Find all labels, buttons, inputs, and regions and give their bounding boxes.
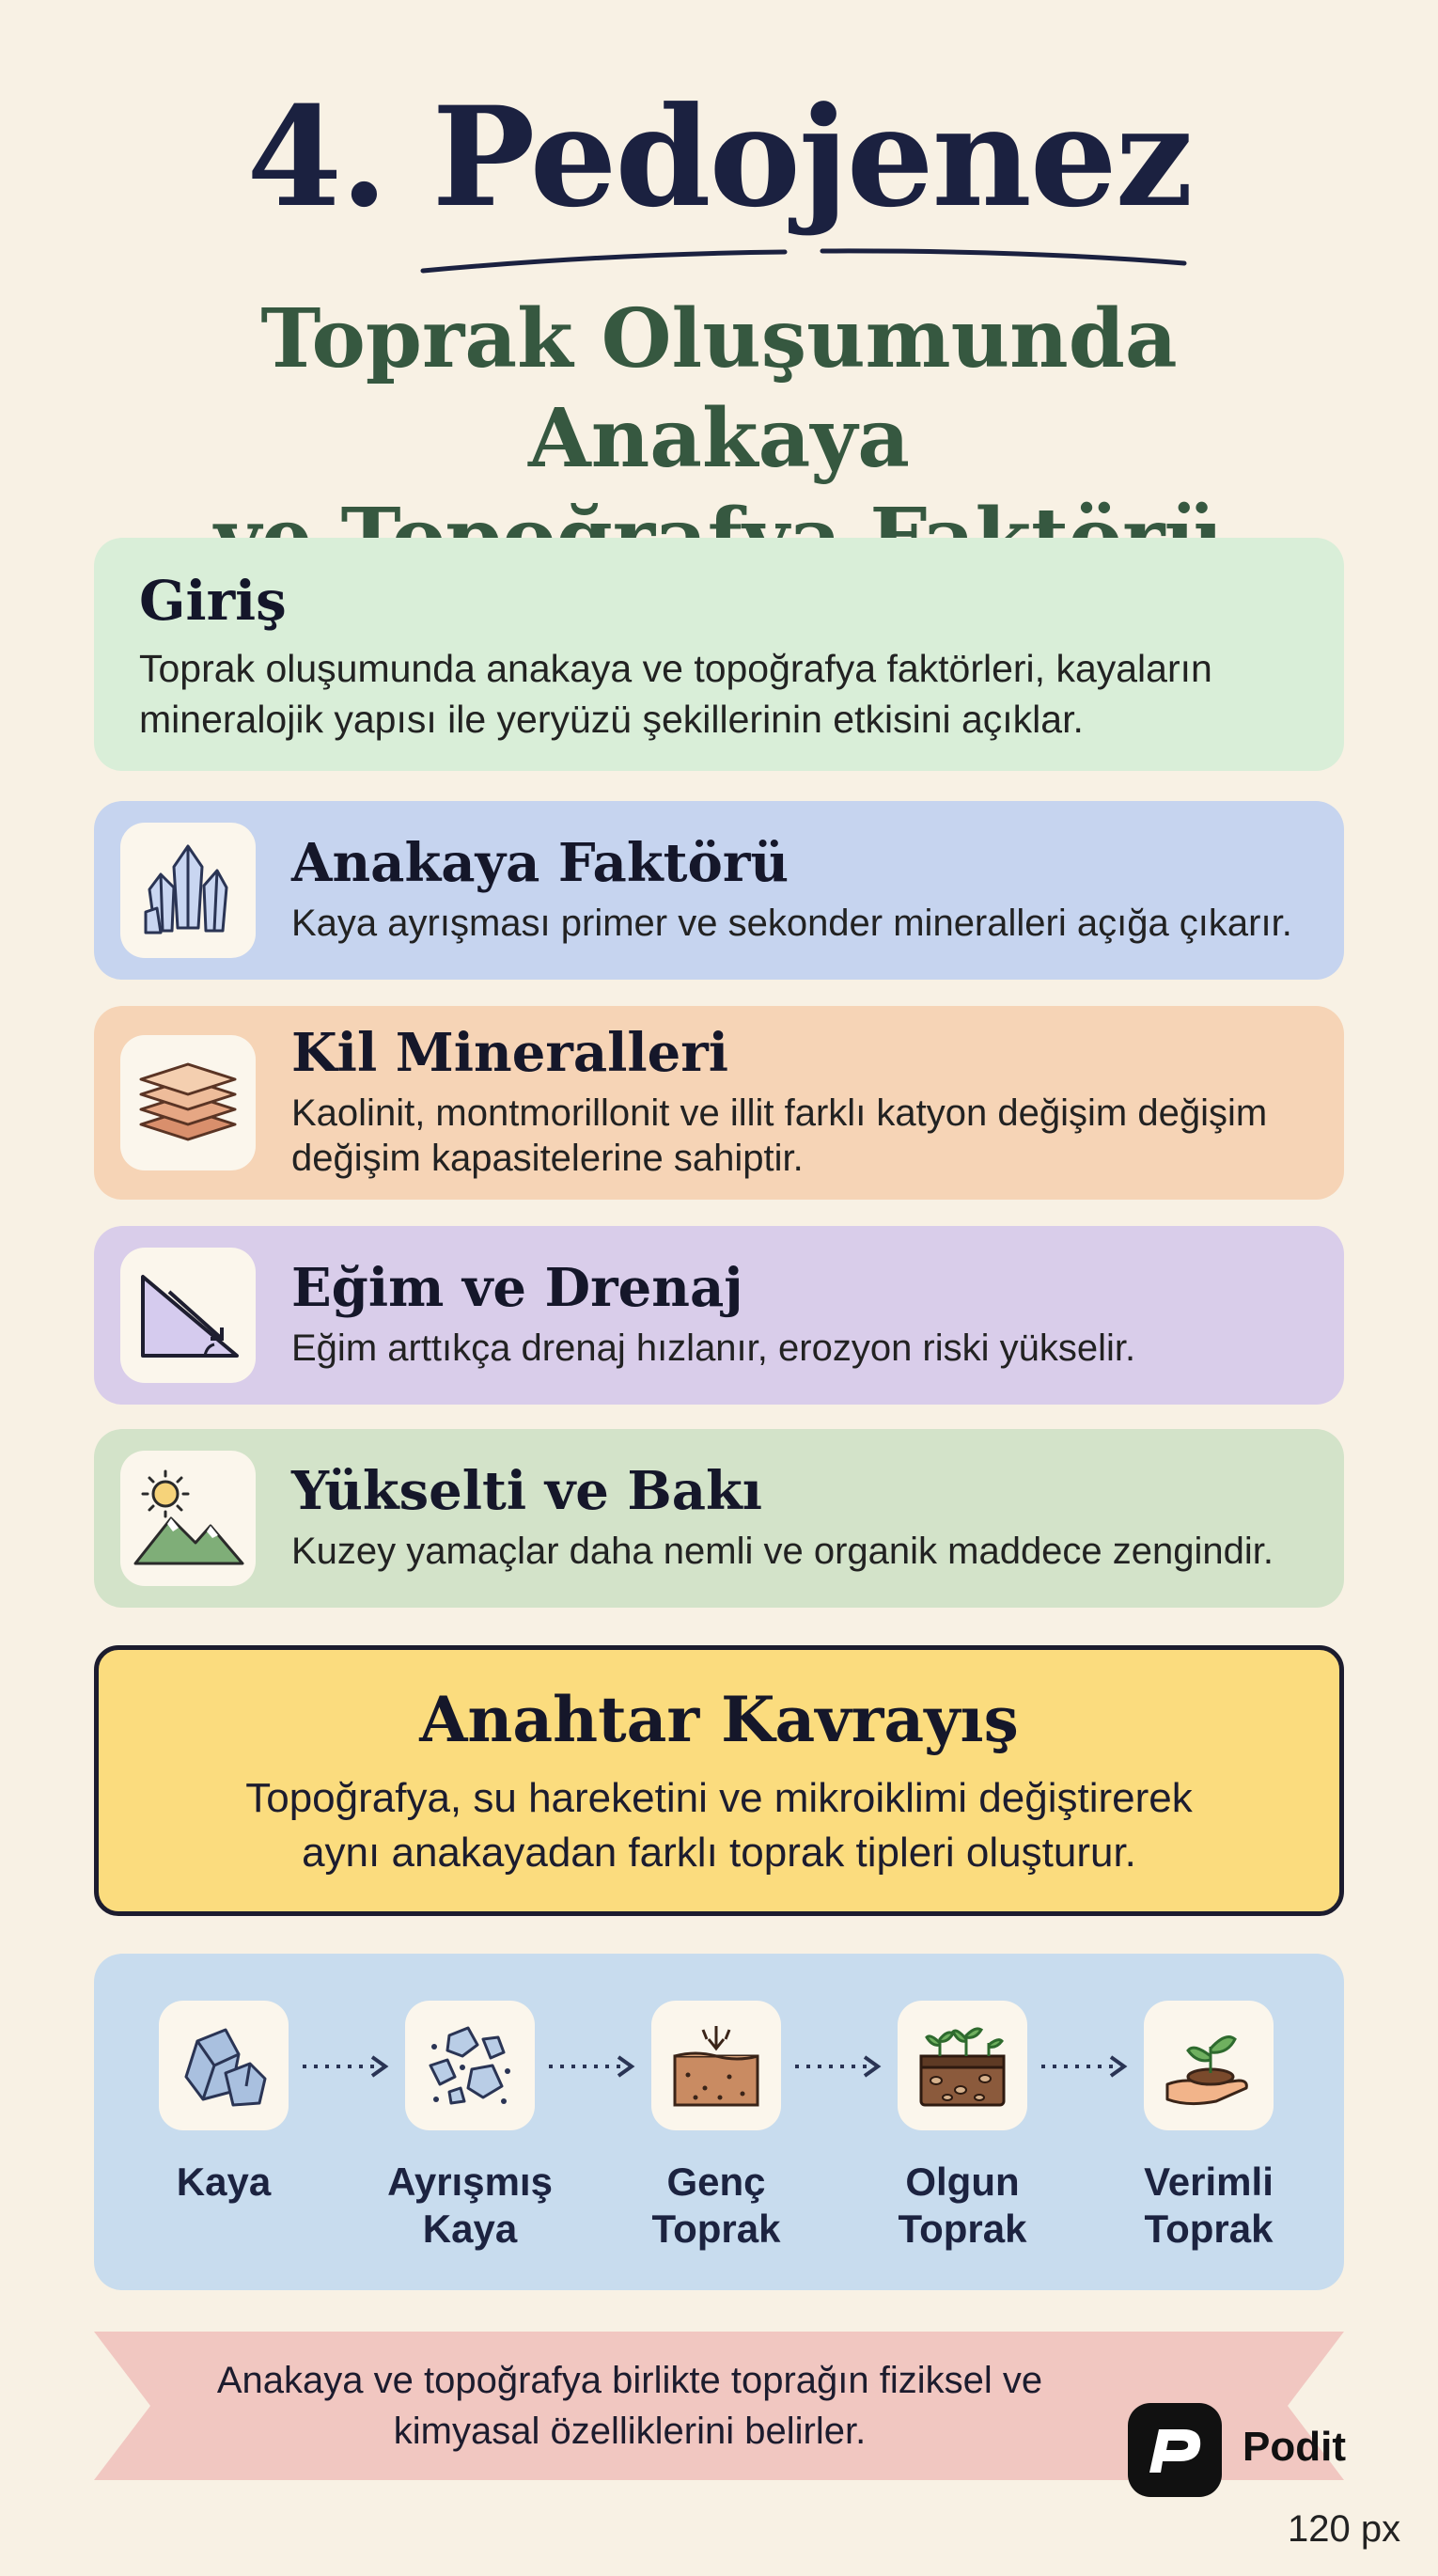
factor-text: Kuzey yamaçlar daha nemli ve organik maddece zengindir. — [291, 1530, 1274, 1572]
step-label-line-1: Verimli — [1144, 2160, 1274, 2204]
rock-icon — [159, 2001, 289, 2130]
clay-layers-icon — [120, 1035, 256, 1170]
fertile-soil-icon — [1144, 2001, 1274, 2130]
step-label-line-1: Kaya — [176, 2160, 272, 2204]
conclusion-line-2: kimyasal özelliklerini belirler. — [393, 2411, 867, 2452]
factor-text: Kaolinit, montmorillonit ve illit farklı katyon değişim değişim değişim kapasitelerine sahiptir. — [291, 1092, 1268, 1179]
factor-text: Kaya ayrışması primer ve sekonder mineralleri açığa çıkarır. — [291, 902, 1292, 944]
step-label-line-2: Toprak — [1144, 2207, 1274, 2251]
title-underline — [418, 243, 1189, 280]
conclusion-text — [141, 2355, 1118, 2457]
step-label-line-1: Ayrışmış — [387, 2160, 553, 2204]
process-step-olgun-toprak — [859, 2001, 1066, 2253]
mature-soil-icon — [898, 2001, 1027, 2130]
process-step-verimli-toprak — [1105, 2001, 1312, 2253]
factor-title: Eğim ve Drenaj — [291, 1257, 743, 1320]
podit-logo-icon — [1128, 2403, 1222, 2497]
slope-icon — [120, 1248, 256, 1383]
factor-card-anakaya — [94, 801, 1344, 980]
factor-card-egim — [94, 1226, 1344, 1405]
key-insight-text — [99, 1771, 1339, 1880]
process-step-ayrismis-kaya — [367, 2001, 573, 2253]
intro-heading: Giriş — [139, 569, 287, 633]
conclusion-line-1: Anakaya ve topoğrafya birlikte toprağın fiziksel ve — [216, 2360, 1043, 2401]
page-title: 4. Pedojenez — [246, 77, 1192, 238]
crystal-icon — [120, 823, 256, 958]
mountain-sun-icon — [120, 1451, 256, 1586]
process-step-label — [367, 2159, 573, 2253]
weathered-rock-icon — [405, 2001, 535, 2130]
factor-text: Eğim arttıkça drenaj hızlanır, erozyon riski yükselir. — [291, 1327, 1136, 1369]
soil-process-flow — [94, 1954, 1344, 2290]
factor-card-yukselti — [94, 1429, 1344, 1608]
key-insight-line-1: Topoğrafya, su hareketini ve mikroiklimi değiştirerek — [245, 1774, 1193, 1821]
size-note: 120 px — [1288, 2508, 1401, 2550]
intro-card — [94, 538, 1344, 771]
process-step-genc-toprak — [613, 2001, 820, 2253]
factor-title: Yükselti ve Bakı — [291, 1460, 763, 1523]
young-soil-icon — [651, 2001, 781, 2130]
factor-card-kil — [94, 1006, 1344, 1200]
process-step-label — [613, 2159, 820, 2253]
process-step-label — [120, 2159, 327, 2206]
step-label-line-1: Genç — [666, 2160, 766, 2204]
intro-text: Toprak oluşumunda anakaya ve topoğrafya faktörleri, kayaların mineralojik yapısı ile yeryüzü şekillerinin etkisini açıklar. — [139, 646, 1212, 741]
factor-title: Anakaya Faktörü — [291, 832, 789, 895]
brand-name: Podit — [1243, 2424, 1346, 2470]
step-label-line-2: Toprak — [651, 2207, 781, 2251]
step-label-line-2: Kaya — [422, 2207, 518, 2251]
process-step-label — [1105, 2159, 1312, 2253]
subtitle-line-1: Toprak Oluşumunda Anakaya — [260, 291, 1178, 486]
process-step-label — [859, 2159, 1066, 2253]
step-label-line-2: Toprak — [898, 2207, 1027, 2251]
step-label-line-1: Olgun — [905, 2160, 1020, 2204]
key-insight-box — [94, 1645, 1344, 1916]
factor-title: Kil Mineralleri — [291, 1022, 729, 1085]
process-step-kaya — [120, 2001, 327, 2206]
key-insight-line-2: aynı anakayadan farklı toprak tipleri oluşturur. — [302, 1829, 1136, 1876]
key-insight-heading: Anahtar Kavrayış — [419, 1683, 1019, 1756]
